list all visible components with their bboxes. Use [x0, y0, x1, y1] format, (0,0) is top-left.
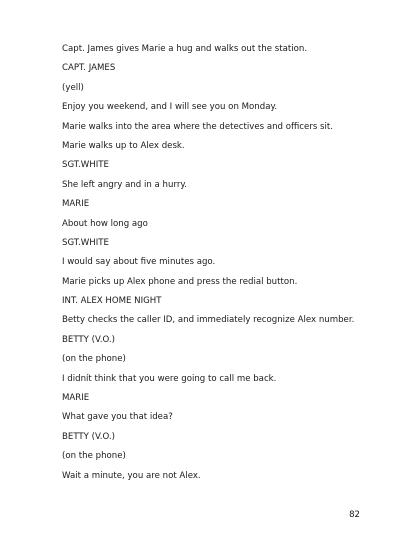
script-line-action: Marie walks up to Alex desk. — [62, 140, 185, 151]
script-line-action: Betty checks the caller ID, and immediately recognize Alex number. — [62, 315, 355, 326]
script-line-character: MARIE — [62, 199, 90, 210]
script-line-parenthetical: (on the phone) — [62, 451, 126, 462]
script-line-dialogue: I didnít think that you were going to call me back. — [62, 373, 277, 384]
script-line-action: Marie picks up Alex phone and press the redial button. — [62, 276, 298, 287]
script-line-dialogue: About how long ago — [62, 218, 148, 229]
script-line-parenthetical: (yell) — [62, 82, 84, 93]
script-line-character: BETTY (V.O.) — [62, 334, 116, 345]
script-line-scene-heading: INT. ALEX HOME NIGHT — [62, 296, 162, 307]
page-number: 82 — [349, 510, 360, 520]
script-line-character: BETTY (V.O.) — [62, 431, 116, 442]
script-line-dialogue: Wait a minute, you are not Alex. — [62, 470, 201, 481]
script-line-character: MARIE — [62, 393, 90, 404]
script-line-character: SGT.WHITE — [62, 237, 109, 248]
script-line-action: Marie walks into the area where the detectives and officers sit. — [62, 121, 334, 132]
script-body — [62, 44, 382, 490]
script-line-character: CAPT. JAMES — [62, 63, 116, 74]
script-line-action: Capt. James gives Marie a hug and walks out the station. — [62, 44, 308, 54]
script-line-dialogue: What gave you that idea? — [62, 412, 173, 423]
script-line-dialogue: I would say about five minutes ago. — [62, 257, 216, 268]
script-line-character: SGT.WHITE — [62, 160, 109, 171]
script-line-dialogue: Enjoy you weekend, and I will see you on Monday. — [62, 102, 278, 113]
script-line-dialogue: She left angry and in a hurry. — [62, 179, 187, 190]
script-line-parenthetical: (on the phone) — [62, 354, 126, 365]
